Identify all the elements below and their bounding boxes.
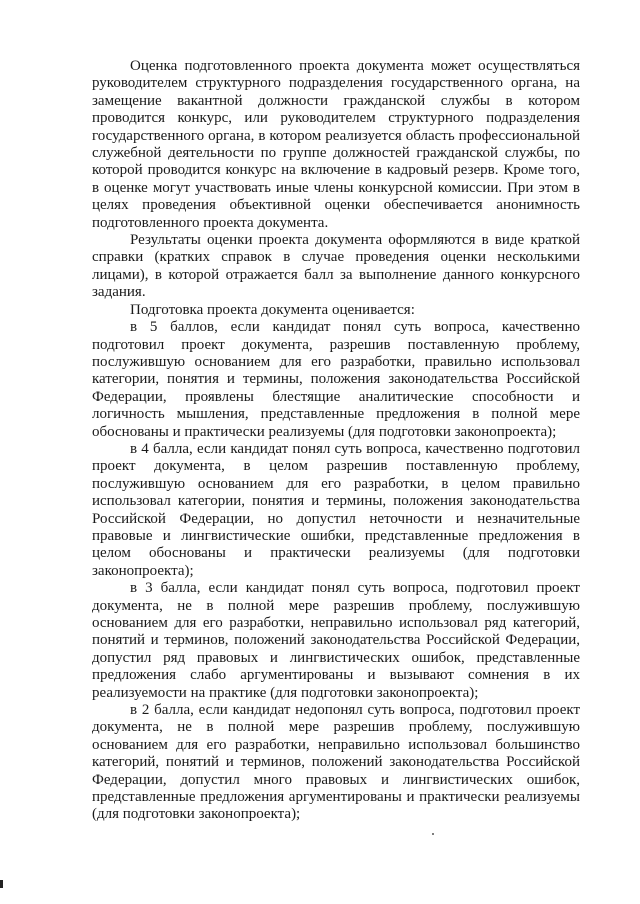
- paragraph-score-4: в 4 балла, если кандидат понял суть вопроса, качественно подготовил проект документа, в целом разрешив поставленную проблему, послужившую основанием для его разработки, в целом правильно использовал категории, понятия и термины, положения законодательства Российской Федерации, но допустил неточности и незначительные правовые и лингвистические ошибки, представленные предложения в целом обоснованы и практически реализуемы (для подготовки законопроекта);: [92, 440, 580, 579]
- document-body: [92, 58, 580, 824]
- paragraph-score-2: в 2 балла, если кандидат недопонял суть вопроса, подготовил проект документа, не в полной мере разрешив проблему, послужившую основанием для его разработки, неправильно использовал большинство категорий, понятий и терминов, положений законодательства Российской Федерации, допустил много правовых и лингвистических ошибок, представленные предложения аргументированы и практически реализуемы (для подготовки законопроекта);: [92, 702, 580, 823]
- paragraph-evaluators: Оценка подготовленного проекта документа может осуществляться руководителем структурного подразделения государственного органа, на замещение вакантной должности гражданской службы в котором проводится конкурс, или руководителем структурного подразделения государственного органа, в котором реализуется область профессиональной служебной деятельности по группе должностей гражданской службы, по которой проводится конкурс на включение в кадровый резерв. Кроме того, в оценке могут участвовать иные члены конкурсной комиссии. При этом в целях проведения объективной оценки обеспечивается анонимность подготовленного проекта документа.: [92, 58, 580, 231]
- paragraph-assessment-intro: Подготовка проекта документа оценивается:: [130, 301, 415, 318]
- paragraph-score-3: в 3 балла, если кандидат понял суть вопроса, подготовил проект документа, не в полной мере разрешив проблему, послужившую основанием для его разработки, неправильно использовал ряд категорий, понятий и терминов, положений законодательства Российской Федерации, допустил ряд правовых и лингвистических ошибок, представленные предложения слабо аргументированы и вызывают сомнения в их реализуемости на практике (для подготовки законопроекта);: [92, 580, 580, 701]
- scan-edge-mark: [0, 880, 3, 888]
- paragraph-score-5: в 5 баллов, если кандидат понял суть вопроса, качественно подготовил проект документа, разрешив поставленную проблему, послужившую основанием для его разработки, правильно использовал категории, понятия и термины, положения законодательства Российской Федерации, проявлены блестящие аналитические способности и логичность мышления, представленные предложения в полной мере обоснованы и практически реализуемы (для подготовки законопроекта);: [92, 319, 580, 440]
- paragraph-results: Результаты оценки проекта документа оформляются в виде краткой справки (кратких справок в случае проведения оценки несколькими лицами), в которой отражается балл за выполнение данного конкурсного задания.: [92, 232, 580, 301]
- scan-speck: [432, 833, 434, 835]
